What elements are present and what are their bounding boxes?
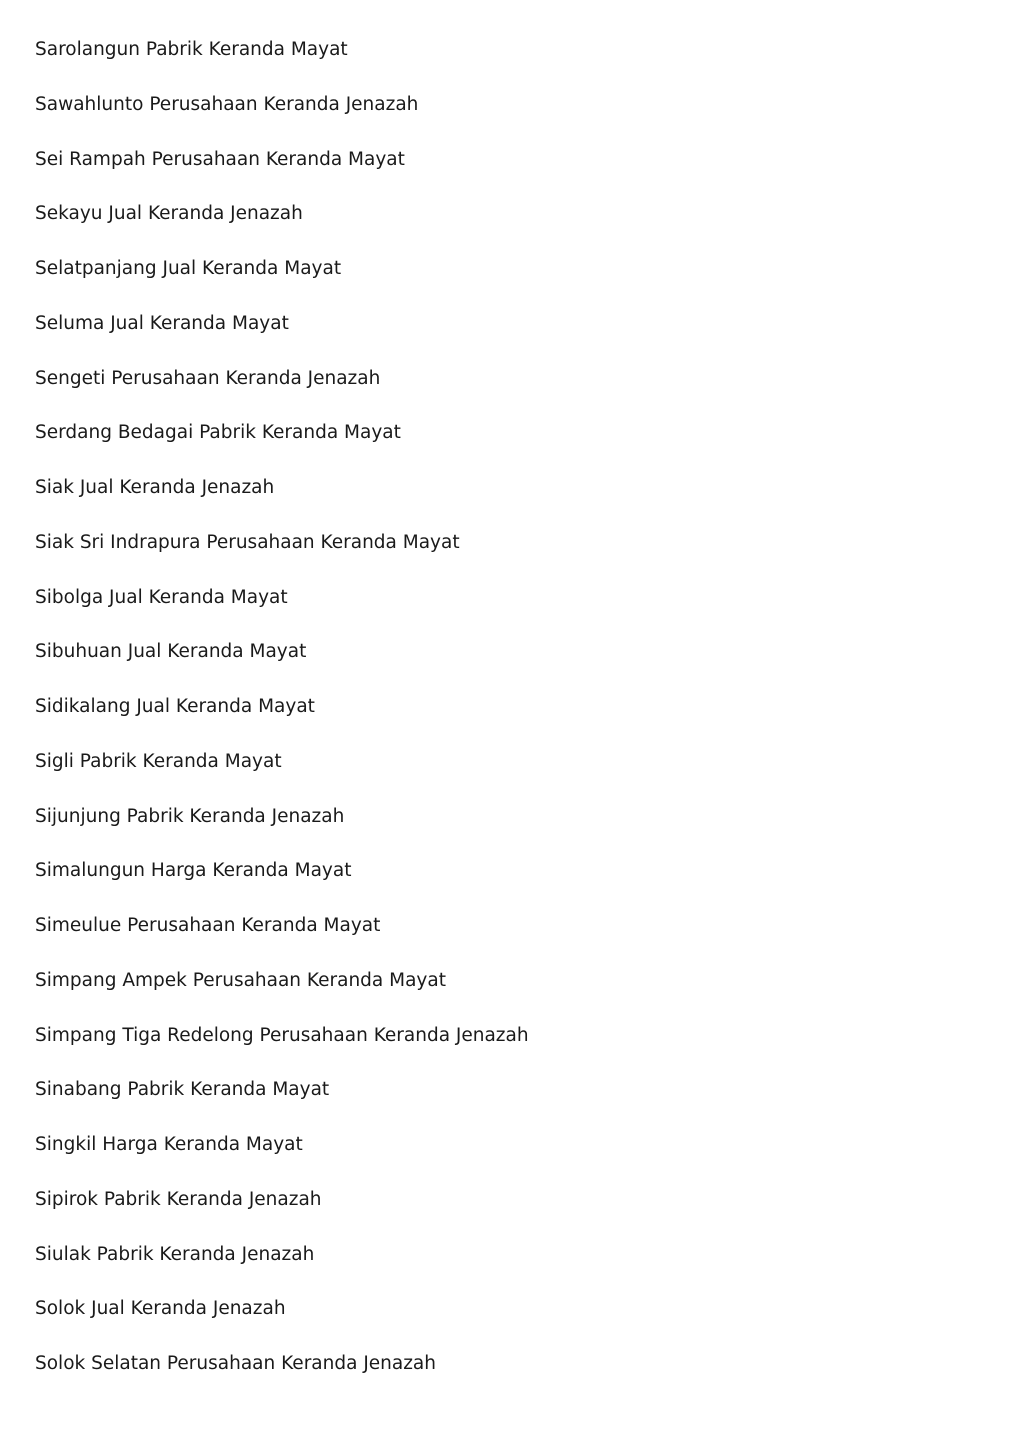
list-item: Sei Rampah Perusahaan Keranda Mayat — [35, 148, 405, 170]
list-item: Simpang Ampek Perusahaan Keranda Mayat — [35, 969, 446, 991]
list-item: Sinabang Pabrik Keranda Mayat — [35, 1079, 330, 1101]
list-item: Sijunjung Pabrik Keranda Jenazah — [35, 805, 345, 827]
list-item: Sigli Pabrik Keranda Mayat — [35, 750, 282, 772]
list-item: Solok Jual Keranda Jenazah — [35, 1298, 286, 1320]
list-item: Serdang Bedagai Pabrik Keranda Mayat — [35, 422, 401, 444]
list-item: Solok Selatan Perusahaan Keranda Jenazah — [35, 1353, 436, 1374]
list-item: Siak Sri Indrapura Perusahaan Keranda Mayat — [35, 531, 460, 553]
list-item: Seluma Jual Keranda Mayat — [35, 312, 289, 334]
list-item: Sekayu Jual Keranda Jenazah — [35, 203, 303, 225]
list-item: Sengeti Perusahaan Keranda Jenazah — [35, 367, 381, 389]
list-item: Sidikalang Jual Keranda Mayat — [35, 696, 315, 717]
list-item: Selatpanjang Jual Keranda Mayat — [35, 258, 342, 279]
list-item: Simeulue Perusahaan Keranda Mayat — [35, 915, 381, 936]
list-item: Simalungun Harga Keranda Mayat — [35, 860, 352, 882]
list-item: Sipirok Pabrik Keranda Jenazah — [35, 1188, 322, 1210]
list-item: Sibolga Jual Keranda Mayat — [35, 586, 288, 608]
list-item: Siulak Pabrik Keranda Jenazah — [35, 1243, 315, 1265]
entry-list — [35, 36, 995, 1405]
list-item: Sibuhuan Jual Keranda Mayat — [35, 641, 307, 663]
list-item: Simpang Tiga Redelong Perusahaan Keranda Jenazah — [35, 1024, 529, 1046]
list-item: Siak Jual Keranda Jenazah — [35, 477, 275, 498]
list-item: Sawahlunto Perusahaan Keranda Jenazah — [35, 93, 419, 115]
list-item: Singkil Harga Keranda Mayat — [35, 1134, 303, 1155]
list-item: Sarolangun Pabrik Keranda Mayat — [35, 39, 348, 60]
